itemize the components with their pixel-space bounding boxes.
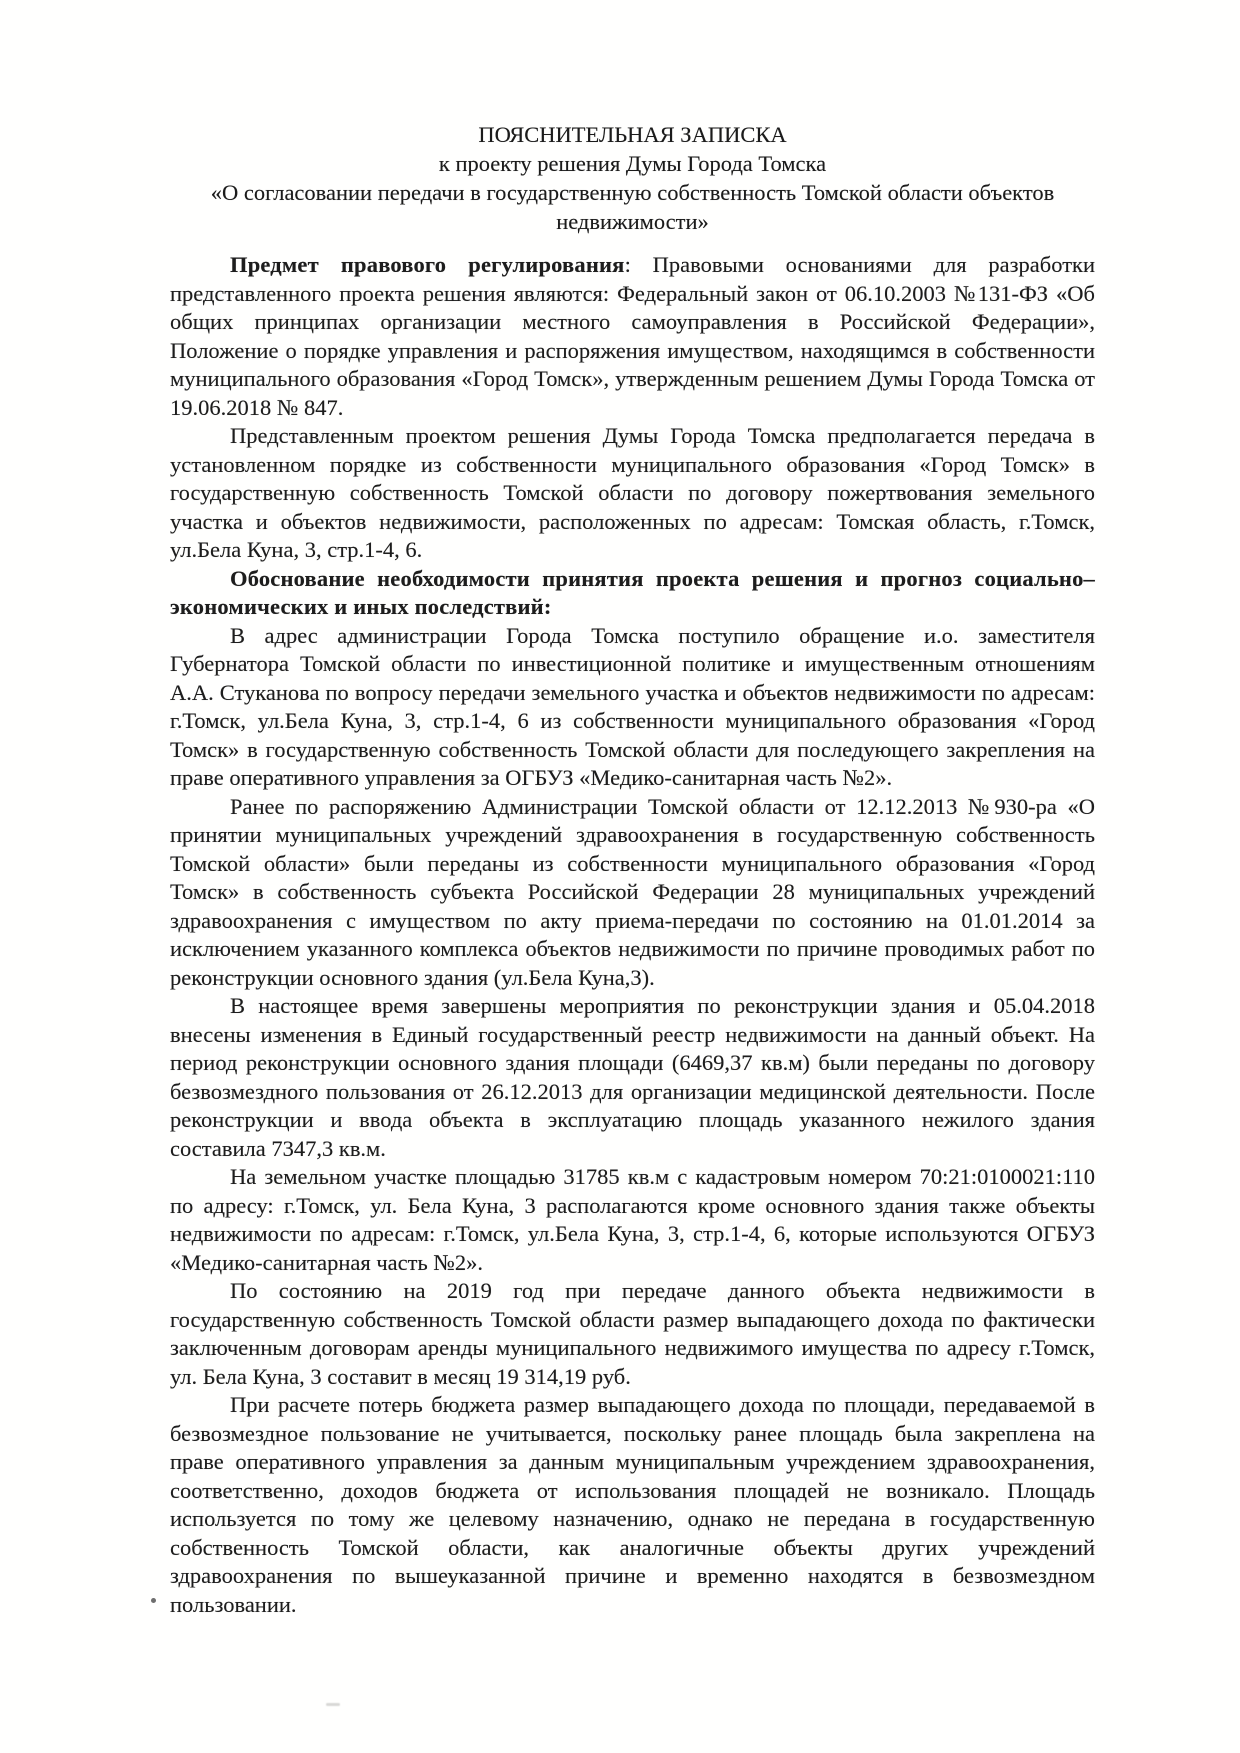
paragraph-legal-subject xyxy=(170,251,1095,422)
paragraph-budget-calculation-text: При расчете потерь бюджета размер выпадающего дохода по площади, передаваемой в безвозмездное пользование не учитывается, поскольку ранее площадь была закреплена на праве оперативного управления за данным муниципальным учреждением здравоохранения, соответственно, доходов бюджета от использования площадей не возникало. Площадь используется по тому же целевому назначению, однако не передана в государственную собственность Томской области, как аналогичные объекты других учреждений здравоохранения по вышеуказанной причине и временно находятся в безвозмездном пользовании. xyxy=(170,1392,1095,1617)
paragraph-transfer-proposal xyxy=(170,422,1095,565)
paragraph-land-plot-text: На земельном участке площадью 31785 кв.м с кадастровым номером 70:21:0100021:110 по адресу: г.Томск, ул. Бела Куна, 3 располагаются кроме основного здания также объекты недвижимости по адресам: г.Томск, ул.Бела Куна, 3, стр.1-4, 6, которые используются ОГБУЗ «Медико-санитарная часть №2». xyxy=(170,1164,1095,1275)
paragraph-legal-subject-text: : Правовыми основаниями для разработки представленного проекта решения являются: Федеральный закон от 06.10.2003 №131-ФЗ «Об общих принципах организации местного самоуправления в Российской Федерации», Положение о порядке управления и распоряжения имуществом, находящимся в собственности муниципального образования «Город Томск», утвержденным решением Думы Города Томска от 19.06.2018 № 847. xyxy=(170,252,1096,420)
paragraph-history-2013 xyxy=(170,793,1095,993)
paragraph-reconstruction xyxy=(170,992,1095,1163)
document-body xyxy=(170,251,1095,1619)
paragraph-history-2013-text: Ранее по распоряжению Администрации Томской области от 12.12.2013 №930-ра «О принятии муниципальных учреждений здравоохранения в государственную собственность Томской области» были переданы из собственности муниципального образования «Город Томск» в собственность субъекта Российской Федерации 28 муниципальных учреждений здравоохранения с имуществом по акту приема-передачи по состоянию на 01.01.2014 за исключением указанного комплекса объектов недвижимости по причине проводимых работ по реконструкции основного здания (ул.Бела Куна,3). xyxy=(170,793,1095,990)
paragraph-income-loss-text: По состоянию на 2019 год при передаче данного объекта недвижимости в государственную собственность Томской области размер выпадающего дохода по фактически заключенным договорам аренды муниципального недвижимого имущества по адресу г.Томск, ул. Бела Куна, 3 составит в месяц 19 314,19 руб. xyxy=(170,1278,1095,1389)
paragraph-appeal xyxy=(170,622,1095,793)
heading-justification xyxy=(170,565,1095,622)
paragraph-appeal-text: В адрес администрации Города Томска поступило обращение и.о. заместителя Губернатора Томской области по инвестиционной политике и имущественным отношениям А.А. Стуканова по вопросу передачи земельного участка и объектов недвижимости по адресам: г.Томск, ул.Бела Куна, 3, стр.1-4, 6 из собственности муниципального образования «Город Томск» в государственную собственность Томской области для последующего закрепления на праве оперативного управления за ОГБУЗ «Медико-санитарная часть №2». xyxy=(170,622,1095,790)
paragraph-budget-calculation xyxy=(170,1391,1095,1619)
document-subject-line: «О согласовании передачи в государственную собственность Томской области объектов недвижимости» xyxy=(210,180,1055,234)
paragraph-reconstruction-text: В настоящее время завершены мероприятия по реконструкции здания и 05.04.2018 внесены изменения в Единый государственный реестр недвижимости на данный объект. На период реконструкции основного здания площади (6469,37 кв.м) были переданы по договору безвозмездного пользования от 26.12.2013 для организации медицинской деятельности. После реконструкции и ввода объекта в эксплуатацию площадь указанного нежилого здания составила 7347,3 кв.м. xyxy=(170,993,1095,1161)
scan-smudge xyxy=(326,1703,340,1706)
document-title: ПОЯСНИТЕЛЬНАЯ ЗАПИСКА xyxy=(478,122,787,147)
paragraph-land-plot xyxy=(170,1163,1095,1277)
paragraph-legal-subject-lead: Предмет правового регулирования xyxy=(230,252,625,277)
document-title-block xyxy=(170,120,1095,236)
paragraph-income-loss xyxy=(170,1277,1095,1391)
document-subtitle: к проекту решения Думы Города Томска xyxy=(438,151,827,176)
document-content xyxy=(170,120,1095,1619)
paragraph-transfer-proposal-text: Представленным проектом решения Думы Города Томска предполагается передача в установленном порядке из собственности муниципального образования «Город Томск» в государственную собственность Томской области по договору пожертвования земельного участка и объектов недвижимости, расположенных по адресам: Томская область, г.Томск, ул.Бела Куна, 3, стр.1-4, 6. xyxy=(170,423,1095,562)
heading-justification-text: Обоснование необходимости принятия проекта решения и прогноз социально–экономических и иных последствий: xyxy=(170,565,1095,619)
scan-speck xyxy=(151,1598,156,1603)
